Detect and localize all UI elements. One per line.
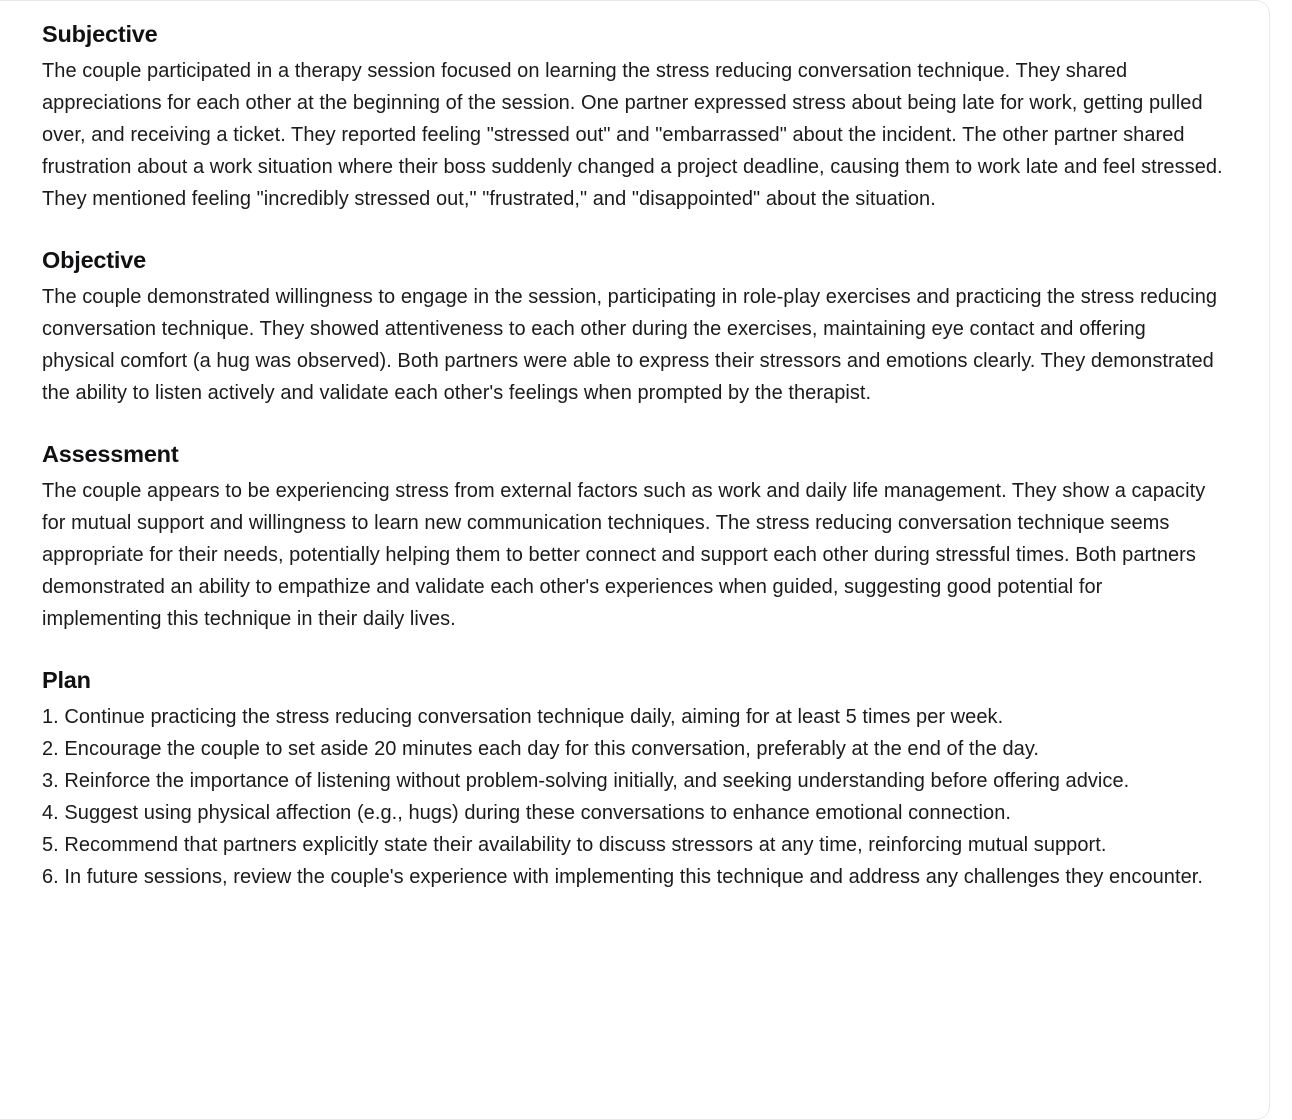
plan-item: 3. Reinforce the importance of listening without problem-solving initially, and seeking understanding before offering advice. — [42, 770, 1130, 792]
section-heading-objective: Objective — [42, 247, 146, 273]
plan-item: 2. Encourage the couple to set aside 20 minutes each day for this conversation, preferably at the end of the day. — [42, 738, 1040, 760]
plan-item: 4. Suggest using physical affection (e.g., hugs) during these conversations to enhance emotional connection. — [42, 802, 1011, 824]
plan-item: 5. Recommend that partners explicitly state their availability to discuss stressors at any time, reinforcing mutual support. — [42, 834, 1107, 856]
plan-item: 6. In future sessions, review the couple's experience with implementing this technique and address any challenges they encounter. — [42, 866, 1203, 888]
section-body-assessment: The couple appears to be experiencing stress from external factors such as work and daily life management. They show a capacity for mutual support and willingness to learn new communication techniques. The stress reducing conversation technique seems appropriate for their needs, potentially helping them to better connect and support each other during stressful times. Both partners demonstrated an ability to empathize and validate each other's experiences when guided, suggesting good potential for implementing this technique in their daily lives. — [42, 480, 1206, 630]
section-heading-assessment: Assessment — [42, 441, 179, 467]
plan-item-list — [42, 701, 1223, 893]
section-heading-subjective: Subjective — [42, 21, 158, 47]
section-plan — [42, 665, 1223, 893]
section-body-subjective: The couple participated in a therapy session focused on learning the stress reducing conversation technique. They shared appreciations for each other at the beginning of the session. One partner expressed stress about being late for work, getting pulled over, and receiving a ticket. They reported feeling "stressed out" and "embarrassed" about the incident. The other partner shared frustration about a work situation where their boss suddenly changed a project deadline, causing them to work late and feel stressed. They mentioned feeling "incredibly stressed out," "frustrated," and "disappointed" about the situation. — [42, 60, 1223, 210]
section-objective — [42, 245, 1223, 409]
section-heading-plan: Plan — [42, 667, 91, 693]
section-subjective — [42, 19, 1223, 215]
section-assessment — [42, 439, 1223, 635]
section-body-objective: The couple demonstrated willingness to engage in the session, participating in role-play exercises and practicing the stress reducing conversation technique. They showed attentiveness to each other during the exercises, maintaining eye contact and offering physical comfort (a hug was observed). Both partners were able to express their stressors and emotions clearly. They demonstrated the ability to listen actively and validate each other's feelings when prompted by the therapist. — [42, 286, 1218, 404]
plan-item: 1. Continue practicing the stress reducing conversation technique daily, aiming for at least 5 times per week. — [42, 706, 1004, 728]
